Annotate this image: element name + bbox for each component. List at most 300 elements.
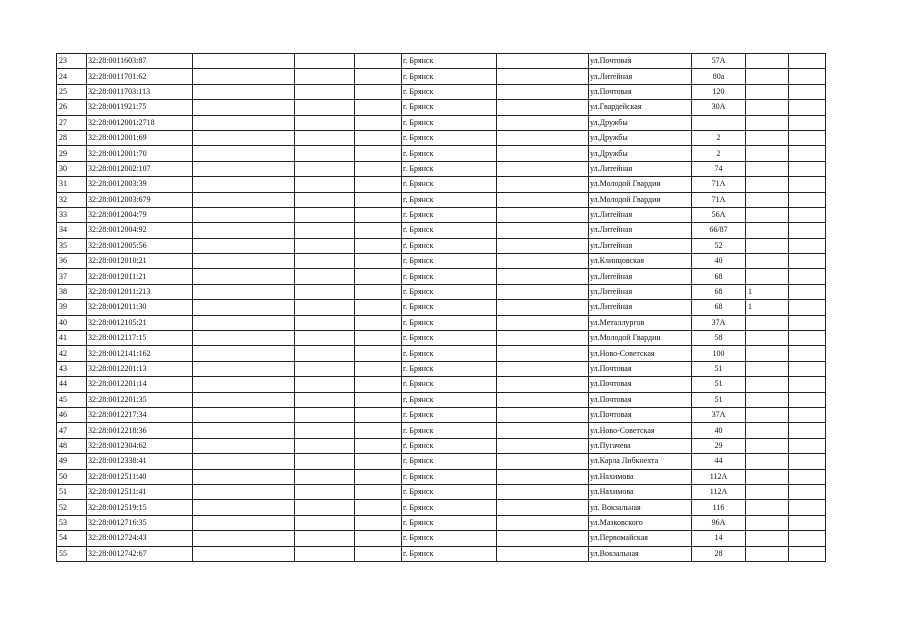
house-number: 2 <box>692 130 746 145</box>
flag-value <box>746 377 789 392</box>
table-row <box>57 254 826 269</box>
street: ул.Почтовая <box>589 84 692 99</box>
street: ул.Литейная <box>589 269 692 284</box>
street: ул.Почтовая <box>589 392 692 407</box>
empty-cell <box>789 484 826 499</box>
empty-cell <box>789 207 826 222</box>
empty-cell <box>193 223 295 238</box>
city: г. Брянск <box>402 254 497 269</box>
house-number: 68 <box>692 284 746 299</box>
city: г. Брянск <box>402 54 497 69</box>
table-row <box>57 161 826 176</box>
flag-value <box>746 223 789 238</box>
row-number: 55 <box>57 546 87 561</box>
street: ул.Гвардейская <box>589 100 692 115</box>
city: г. Брянск <box>402 331 497 346</box>
empty-cell <box>355 392 402 407</box>
empty-cell <box>295 192 355 207</box>
row-number: 49 <box>57 454 87 469</box>
street: ул.Дружбы <box>589 130 692 145</box>
empty-cell <box>193 300 295 315</box>
empty-cell <box>355 531 402 546</box>
empty-cell <box>789 361 826 376</box>
city: г. Брянск <box>402 423 497 438</box>
row-number: 38 <box>57 284 87 299</box>
cadastral-number: 32:28:0011921:75 <box>87 100 193 115</box>
empty-cell <box>497 115 589 130</box>
empty-cell <box>789 177 826 192</box>
empty-cell <box>193 438 295 453</box>
empty-cell <box>355 346 402 361</box>
row-number: 40 <box>57 315 87 330</box>
city: г. Брянск <box>402 454 497 469</box>
cadastral-number: 32:28:0012004:92 <box>87 223 193 238</box>
house-number: 37А <box>692 407 746 422</box>
empty-cell <box>497 238 589 253</box>
document-table-container <box>56 53 826 562</box>
empty-cell <box>497 484 589 499</box>
empty-cell <box>355 515 402 530</box>
street: ул.Металлургов <box>589 315 692 330</box>
city: г. Брянск <box>402 84 497 99</box>
empty-cell <box>295 438 355 453</box>
empty-cell <box>295 407 355 422</box>
empty-cell <box>497 423 589 438</box>
row-number: 25 <box>57 84 87 99</box>
flag-value <box>746 423 789 438</box>
empty-cell <box>295 315 355 330</box>
house-number: 120 <box>692 84 746 99</box>
table-row <box>57 469 826 484</box>
city: г. Брянск <box>402 469 497 484</box>
city: г. Брянск <box>402 192 497 207</box>
empty-cell <box>355 269 402 284</box>
empty-cell <box>295 115 355 130</box>
empty-cell <box>193 392 295 407</box>
house-number <box>692 115 746 130</box>
street: ул.Нахимова <box>589 484 692 499</box>
empty-cell <box>497 192 589 207</box>
house-number: 80а <box>692 69 746 84</box>
empty-cell <box>355 207 402 222</box>
flag-value <box>746 454 789 469</box>
empty-cell <box>193 100 295 115</box>
city: г. Брянск <box>402 130 497 145</box>
flag-value <box>746 177 789 192</box>
empty-cell <box>497 392 589 407</box>
table-row <box>57 284 826 299</box>
cadastral-number: 32:28:0012002:107 <box>87 161 193 176</box>
cadastral-number: 32:28:0011603:87 <box>87 54 193 69</box>
empty-cell <box>497 254 589 269</box>
flag-value <box>746 269 789 284</box>
empty-cell <box>789 407 826 422</box>
table-row <box>57 392 826 407</box>
empty-cell <box>497 377 589 392</box>
flag-value <box>746 469 789 484</box>
empty-cell <box>789 54 826 69</box>
empty-cell <box>355 407 402 422</box>
empty-cell <box>193 177 295 192</box>
house-number: 2 <box>692 146 746 161</box>
street: ул.Литейная <box>589 300 692 315</box>
empty-cell <box>295 500 355 515</box>
house-number: 29 <box>692 438 746 453</box>
empty-cell <box>295 84 355 99</box>
empty-cell <box>355 161 402 176</box>
street: ул.Ново-Советская <box>589 346 692 361</box>
row-number: 48 <box>57 438 87 453</box>
flag-value <box>746 54 789 69</box>
flag-value <box>746 115 789 130</box>
empty-cell <box>295 146 355 161</box>
empty-cell <box>355 500 402 515</box>
house-number: 68 <box>692 300 746 315</box>
table-row <box>57 84 826 99</box>
city: г. Брянск <box>402 346 497 361</box>
city: г. Брянск <box>402 392 497 407</box>
house-number: 37А <box>692 315 746 330</box>
empty-cell <box>193 361 295 376</box>
empty-cell <box>497 361 589 376</box>
empty-cell <box>497 469 589 484</box>
empty-cell <box>193 130 295 145</box>
flag-value <box>746 192 789 207</box>
empty-cell <box>789 531 826 546</box>
empty-cell <box>295 254 355 269</box>
empty-cell <box>355 484 402 499</box>
cadastral-number: 32:28:0012201:35 <box>87 392 193 407</box>
city: г. Брянск <box>402 100 497 115</box>
empty-cell <box>193 207 295 222</box>
street: ул. Вокзальная <box>589 500 692 515</box>
house-number: 56А <box>692 207 746 222</box>
cadastral-number: 32:28:0012117:15 <box>87 331 193 346</box>
house-number: 100 <box>692 346 746 361</box>
empty-cell <box>295 331 355 346</box>
empty-cell <box>497 146 589 161</box>
city: г. Брянск <box>402 207 497 222</box>
table-row <box>57 300 826 315</box>
empty-cell <box>789 438 826 453</box>
row-number: 34 <box>57 223 87 238</box>
city: г. Брянск <box>402 115 497 130</box>
empty-cell <box>355 69 402 84</box>
table-row <box>57 115 826 130</box>
empty-cell <box>497 100 589 115</box>
street: ул.Пугачева <box>589 438 692 453</box>
cadastral-number: 32:28:0012519:15 <box>87 500 193 515</box>
city: г. Брянск <box>402 515 497 530</box>
cadastral-number: 32:28:0012001:69 <box>87 130 193 145</box>
table-row <box>57 546 826 561</box>
city: г. Брянск <box>402 146 497 161</box>
empty-cell <box>193 238 295 253</box>
row-number: 53 <box>57 515 87 530</box>
empty-cell <box>497 300 589 315</box>
flag-value <box>746 500 789 515</box>
empty-cell <box>789 223 826 238</box>
city: г. Брянск <box>402 377 497 392</box>
street: ул.Ново-Советская <box>589 423 692 438</box>
table-row <box>57 69 826 84</box>
empty-cell <box>497 515 589 530</box>
row-number: 46 <box>57 407 87 422</box>
empty-cell <box>295 207 355 222</box>
row-number: 33 <box>57 207 87 222</box>
cadastral-number: 32:28:0012742:67 <box>87 546 193 561</box>
street: ул.Почтовая <box>589 377 692 392</box>
city: г. Брянск <box>402 223 497 238</box>
table-row <box>57 500 826 515</box>
street: ул.Молодой Гвардии <box>589 192 692 207</box>
empty-cell <box>789 392 826 407</box>
empty-cell <box>789 515 826 530</box>
empty-cell <box>355 469 402 484</box>
row-number: 29 <box>57 146 87 161</box>
empty-cell <box>193 515 295 530</box>
empty-cell <box>355 423 402 438</box>
empty-cell <box>497 177 589 192</box>
empty-cell <box>789 100 826 115</box>
flag-value <box>746 531 789 546</box>
city: г. Брянск <box>402 315 497 330</box>
flag-value <box>746 484 789 499</box>
empty-cell <box>193 284 295 299</box>
house-number: 96А <box>692 515 746 530</box>
empty-cell <box>497 546 589 561</box>
city: г. Брянск <box>402 300 497 315</box>
flag-value <box>746 69 789 84</box>
empty-cell <box>497 531 589 546</box>
house-number: 40 <box>692 254 746 269</box>
row-number: 50 <box>57 469 87 484</box>
street: ул.Почтовая <box>589 407 692 422</box>
empty-cell <box>295 223 355 238</box>
empty-cell <box>295 161 355 176</box>
empty-cell <box>355 192 402 207</box>
cadastral-number: 32:28:0012304:62 <box>87 438 193 453</box>
flag-value <box>746 438 789 453</box>
house-number: 74 <box>692 161 746 176</box>
street: ул.Нахимова <box>589 469 692 484</box>
empty-cell <box>497 454 589 469</box>
street: ул.Первомайская <box>589 531 692 546</box>
empty-cell <box>295 177 355 192</box>
street: ул.Литейная <box>589 238 692 253</box>
table-row <box>57 238 826 253</box>
empty-cell <box>789 377 826 392</box>
city: г. Брянск <box>402 361 497 376</box>
table-row <box>57 377 826 392</box>
street: ул.Литейная <box>589 284 692 299</box>
city: г. Брянск <box>402 531 497 546</box>
table-row <box>57 484 826 499</box>
row-number: 28 <box>57 130 87 145</box>
empty-cell <box>295 392 355 407</box>
table-row <box>57 531 826 546</box>
empty-cell <box>295 454 355 469</box>
empty-cell <box>193 161 295 176</box>
empty-cell <box>789 346 826 361</box>
empty-cell <box>497 407 589 422</box>
cadastral-number: 32:28:0012010:21 <box>87 254 193 269</box>
table-row <box>57 54 826 69</box>
row-number: 43 <box>57 361 87 376</box>
empty-cell <box>193 407 295 422</box>
empty-cell <box>789 300 826 315</box>
flag-value <box>746 161 789 176</box>
table-row <box>57 192 826 207</box>
empty-cell <box>193 423 295 438</box>
empty-cell <box>497 269 589 284</box>
table-row <box>57 177 826 192</box>
empty-cell <box>193 315 295 330</box>
empty-cell <box>789 238 826 253</box>
row-number: 32 <box>57 192 87 207</box>
empty-cell <box>355 454 402 469</box>
flag-value: 1 <box>746 300 789 315</box>
street: ул.Литейная <box>589 223 692 238</box>
empty-cell <box>497 207 589 222</box>
house-number: 71А <box>692 192 746 207</box>
empty-cell <box>295 69 355 84</box>
empty-cell <box>789 161 826 176</box>
empty-cell <box>193 377 295 392</box>
empty-cell <box>497 346 589 361</box>
row-number: 24 <box>57 69 87 84</box>
empty-cell <box>295 469 355 484</box>
empty-cell <box>497 84 589 99</box>
house-number: 66/87 <box>692 223 746 238</box>
empty-cell <box>355 223 402 238</box>
empty-cell <box>295 423 355 438</box>
table-row <box>57 269 826 284</box>
row-number: 47 <box>57 423 87 438</box>
table-row <box>57 407 826 422</box>
empty-cell <box>295 269 355 284</box>
city: г. Брянск <box>402 284 497 299</box>
empty-cell <box>355 377 402 392</box>
street: ул.Клинцовская <box>589 254 692 269</box>
row-number: 23 <box>57 54 87 69</box>
empty-cell <box>497 315 589 330</box>
flag-value <box>746 346 789 361</box>
street: ул.Вокзальная <box>589 546 692 561</box>
empty-cell <box>497 331 589 346</box>
street: ул.Дружбы <box>589 146 692 161</box>
empty-cell <box>295 546 355 561</box>
empty-cell <box>193 54 295 69</box>
empty-cell <box>295 515 355 530</box>
cadastral-number: 32:28:0012011:213 <box>87 284 193 299</box>
street: ул.Дружбы <box>589 115 692 130</box>
table-row <box>57 223 826 238</box>
street: ул.Почтовая <box>589 361 692 376</box>
flag-value <box>746 315 789 330</box>
empty-cell <box>789 192 826 207</box>
table-row <box>57 515 826 530</box>
row-number: 51 <box>57 484 87 499</box>
flag-value <box>746 546 789 561</box>
row-number: 26 <box>57 100 87 115</box>
empty-cell <box>295 484 355 499</box>
empty-cell <box>193 454 295 469</box>
house-number: 112А <box>692 469 746 484</box>
empty-cell <box>295 284 355 299</box>
house-number: 116 <box>692 500 746 515</box>
city: г. Брянск <box>402 161 497 176</box>
cadastral-number: 32:28:0012511:40 <box>87 469 193 484</box>
empty-cell <box>789 284 826 299</box>
empty-cell <box>497 54 589 69</box>
cadastral-number: 32:28:0012724:43 <box>87 531 193 546</box>
row-number: 30 <box>57 161 87 176</box>
city: г. Брянск <box>402 177 497 192</box>
empty-cell <box>497 500 589 515</box>
city: г. Брянск <box>402 269 497 284</box>
empty-cell <box>789 146 826 161</box>
empty-cell <box>497 223 589 238</box>
table-row <box>57 346 826 361</box>
street: ул.Карла Либкнехта <box>589 454 692 469</box>
empty-cell <box>193 69 295 84</box>
flag-value <box>746 146 789 161</box>
empty-cell <box>295 361 355 376</box>
cadastral-number: 32:28:0012004:79 <box>87 207 193 222</box>
cadastral-table <box>56 53 826 562</box>
city: г. Брянск <box>402 69 497 84</box>
cadastral-number: 32:28:0012105:21 <box>87 315 193 330</box>
empty-cell <box>295 100 355 115</box>
cadastral-number: 32:28:0012338:41 <box>87 454 193 469</box>
empty-cell <box>789 69 826 84</box>
house-number: 112А <box>692 484 746 499</box>
row-number: 54 <box>57 531 87 546</box>
table-row <box>57 454 826 469</box>
table-row <box>57 100 826 115</box>
cadastral-number: 32:28:0012005:56 <box>87 238 193 253</box>
empty-cell <box>193 546 295 561</box>
cadastral-number: 32:28:0012003:39 <box>87 177 193 192</box>
empty-cell <box>193 84 295 99</box>
table-row <box>57 207 826 222</box>
empty-cell <box>789 254 826 269</box>
cadastral-number: 32:28:0012001:70 <box>87 146 193 161</box>
house-number: 52 <box>692 238 746 253</box>
row-number: 27 <box>57 115 87 130</box>
empty-cell <box>355 146 402 161</box>
empty-cell <box>355 546 402 561</box>
empty-cell <box>497 130 589 145</box>
empty-cell <box>789 423 826 438</box>
flag-value <box>746 130 789 145</box>
empty-cell <box>789 84 826 99</box>
cadastral-number: 32:28:0012217:34 <box>87 407 193 422</box>
cadastral-number: 32:28:0012218:36 <box>87 423 193 438</box>
flag-value <box>746 331 789 346</box>
empty-cell <box>789 546 826 561</box>
street: ул.Мазковского <box>589 515 692 530</box>
empty-cell <box>355 100 402 115</box>
empty-cell <box>355 331 402 346</box>
house-number: 40 <box>692 423 746 438</box>
table-row <box>57 423 826 438</box>
empty-cell <box>355 130 402 145</box>
row-number: 42 <box>57 346 87 361</box>
row-number: 35 <box>57 238 87 253</box>
cadastral-number: 32:28:0012716:35 <box>87 515 193 530</box>
